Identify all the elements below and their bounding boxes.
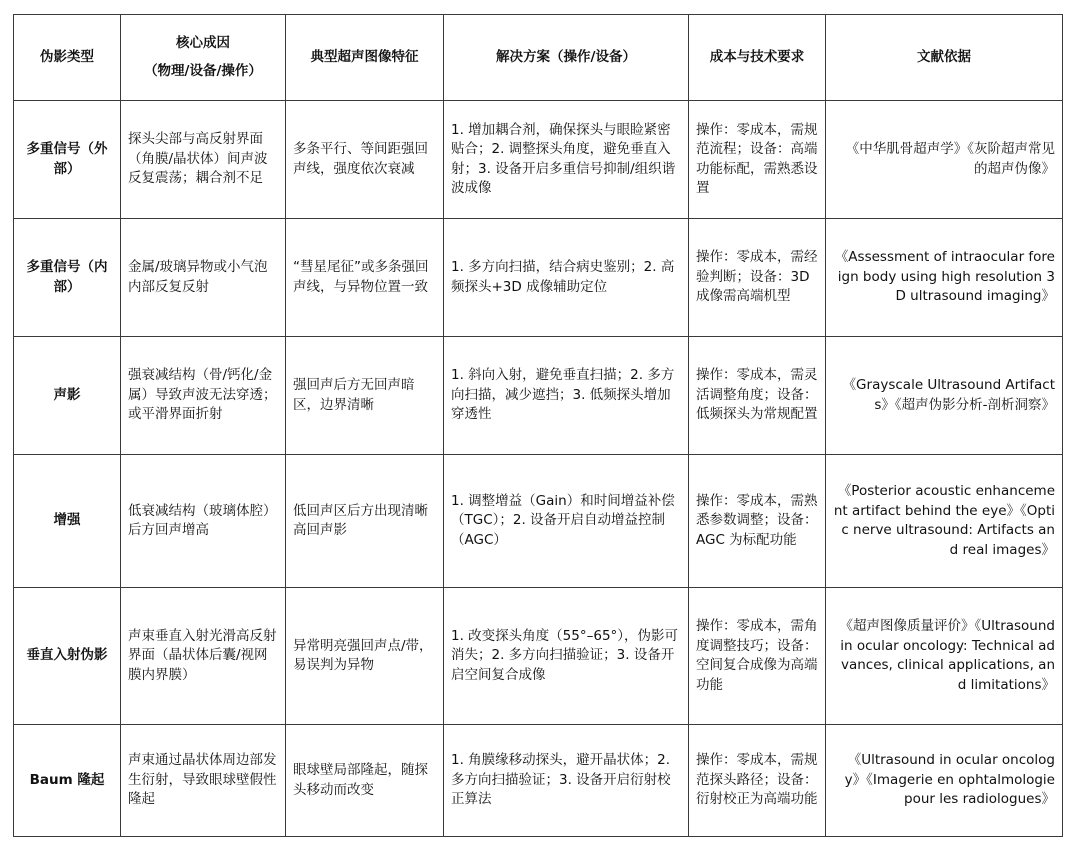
core-cause: 低衰减结构（玻璃体腔）后方回声增高 bbox=[121, 455, 286, 588]
artifact-type: 多重信号（内部） bbox=[14, 219, 121, 337]
core-cause: 声束垂直入射光滑高反射界面（晶状体后囊/视网膜内界膜） bbox=[121, 588, 286, 725]
table-row bbox=[14, 455, 1063, 588]
image-feature: 强回声后方无回声暗区，边界清晰 bbox=[286, 337, 444, 455]
header-cost: 成本与技术要求 bbox=[689, 15, 826, 101]
artifact-type: 多重信号（外部） bbox=[14, 101, 121, 219]
header-reference: 文献依据 bbox=[826, 15, 1063, 101]
cost-requirement: 操作：零成本，需灵活调整角度；设备：低频探头为常规配置 bbox=[689, 337, 826, 455]
artifact-type: Baum 隆起 bbox=[14, 725, 121, 837]
artifact-type: 声影 bbox=[14, 337, 121, 455]
image-feature: 低回声区后方出现清晰高回声影 bbox=[286, 455, 444, 588]
image-feature: 异常明亮强回声点/带，易误判为异物 bbox=[286, 588, 444, 725]
core-cause: 强衰减结构（骨/钙化/金属）导致声波无法穿透；或平滑界面折射 bbox=[121, 337, 286, 455]
image-feature: 多条平行、等间距强回声线，强度依次衰减 bbox=[286, 101, 444, 219]
header-type: 伪影类型 bbox=[14, 15, 121, 101]
image-feature: “彗星尾征”或多条强回声线，与异物位置一致 bbox=[286, 219, 444, 337]
literature-reference: 《Ultrasound in ocular oncology》《Imagerie en ophtalmologie pour les radiologues》 bbox=[826, 725, 1063, 837]
cost-requirement: 操作：零成本，需熟悉参数调整；设备：AGC 为标配功能 bbox=[689, 455, 826, 588]
core-cause: 探头尖部与高反射界面（角膜/晶状体）间声波反复震荡；耦合剂不足 bbox=[121, 101, 286, 219]
header-cause: 核心成因 （物理/设备/操作） bbox=[121, 15, 286, 101]
table-row bbox=[14, 219, 1063, 337]
solution: 1. 斜向入射，避免垂直扫描；2. 多方向扫描，减少遮挡；3. 低频探头增加穿透性 bbox=[444, 337, 689, 455]
solution: 1. 多方向扫描，结合病史鉴别；2. 高频探头+3D 成像辅助定位 bbox=[444, 219, 689, 337]
core-cause: 声束通过晶状体周边部发生衍射，导致眼球壁假性隆起 bbox=[121, 725, 286, 837]
header-row bbox=[14, 15, 1063, 101]
table-row bbox=[14, 337, 1063, 455]
solution: 1. 调整增益（Gain）和时间增益补偿（TGC）；2. 设备开启自动增益控制（AGC） bbox=[444, 455, 689, 588]
header-solution: 解决方案（操作/设备） bbox=[444, 15, 689, 101]
image-feature: 眼球壁局部隆起，随探头移动而改变 bbox=[286, 725, 444, 837]
cost-requirement: 操作：零成本，需规范流程；设备：高端功能标配，需熟悉设置 bbox=[689, 101, 826, 219]
solution: 1. 角膜缘移动探头，避开晶状体；2. 多方向扫描验证；3. 设备开启衍射校正算法 bbox=[444, 725, 689, 837]
artifact-type: 增强 bbox=[14, 455, 121, 588]
cost-requirement: 操作：零成本，需规范探头路径；设备：衍射校正为高端功能 bbox=[689, 725, 826, 837]
table-row bbox=[14, 725, 1063, 837]
cost-requirement: 操作：零成本，需经验判断；设备：3D 成像需高端机型 bbox=[689, 219, 826, 337]
artifact-type: 垂直入射伪影 bbox=[14, 588, 121, 725]
literature-reference: 《Grayscale Ultrasound Artifacts》《超声伪影分析-剖析洞察》 bbox=[826, 337, 1063, 455]
artifact-table bbox=[13, 14, 1063, 837]
literature-reference: 《Posterior acoustic enhancement artifact behind the eye》《Optic nerve ultrasound: Artifacts and real images》 bbox=[826, 455, 1063, 588]
solution: 1. 增加耦合剂，确保探头与眼睑紧密贴合；2. 调整探头角度，避免垂直入射；3. 设备开启多重信号抑制/组织谐波成像 bbox=[444, 101, 689, 219]
literature-reference: 《超声图像质量评价》《Ultrasound in ocular oncology: Technical advances, clinical applications, and limitations》 bbox=[826, 588, 1063, 725]
literature-reference: 《中华肌骨超声学》《灰阶超声常见的超声伪像》 bbox=[826, 101, 1063, 219]
table-row bbox=[14, 101, 1063, 219]
header-feature: 典型超声图像特征 bbox=[286, 15, 444, 101]
table-row bbox=[14, 588, 1063, 725]
core-cause: 金属/玻璃异物或小气泡内部反复反射 bbox=[121, 219, 286, 337]
literature-reference: 《Assessment of intraocular foreign body using high resolution 3D ultrasound imaging》 bbox=[826, 219, 1063, 337]
solution: 1. 改变探头角度（55°–65°），伪影可消失；2. 多方向扫描验证；3. 设备开启空间复合成像 bbox=[444, 588, 689, 725]
cost-requirement: 操作：零成本，需角度调整技巧；设备：空间复合成像为高端功能 bbox=[689, 588, 826, 725]
